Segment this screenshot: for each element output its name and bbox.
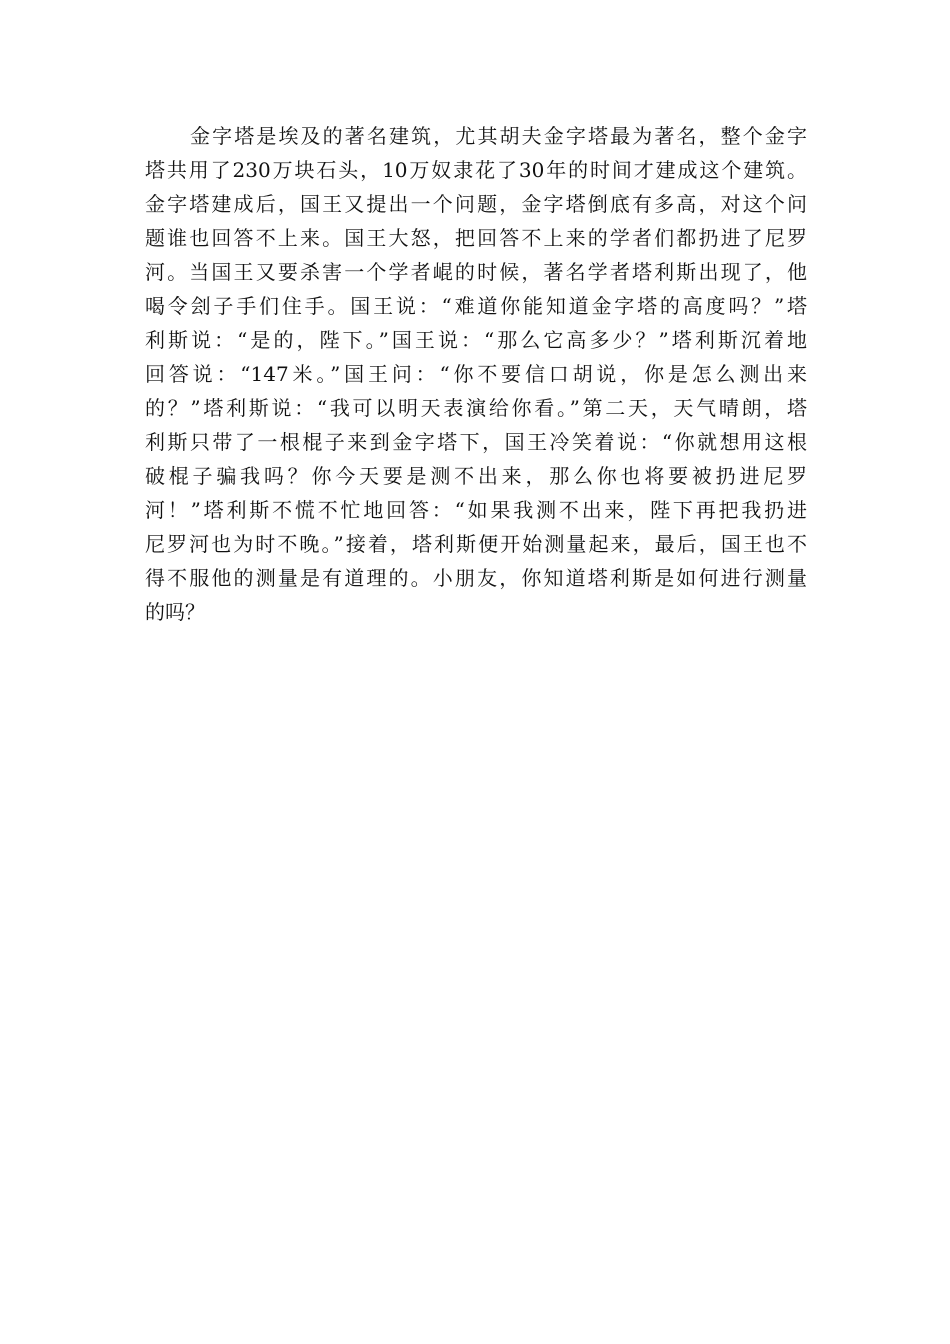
- paragraph-line: 河！”塔利斯不慌不忙地回答：“如果我测不出来，陛下再把我扔进: [145, 498, 807, 522]
- paragraph-line: 回答说：“147米。”国王问：“你不要信口胡说，你是怎么测出来: [145, 362, 807, 386]
- paragraph-line: 破棍子骗我吗？你今天要是测不出来，那么你也将要被扔进尼罗: [145, 464, 807, 488]
- paragraph-line: 喝令刽子手们住手。国王说：“难道你能知道金字塔的高度吗？”塔: [145, 294, 807, 318]
- paragraph-line: 塔共用了230万块石头，10万奴隶花了30年的时间才建成这个建筑。: [145, 158, 807, 182]
- paragraph-line: 利斯说：“是的，陛下。”国王说：“那么它高多少？”塔利斯沉着地: [145, 328, 807, 352]
- paragraph-line: 河。当国王又要杀害一个学者崐的时候，著名学者塔利斯出现了，他: [145, 260, 807, 284]
- paragraph-line: 的？”塔利斯说：“我可以明天表演给你看。”第二天，天气晴朗，塔: [145, 396, 807, 420]
- paragraph-line: 得不服他的测量是有道理的。小朋友，你知道塔利斯是如何进行测量: [145, 566, 807, 590]
- paragraph-line: 题谁也回答不上来。国王大怒，把回答不上来的学者们都扔进了尼罗: [145, 226, 807, 250]
- paragraph-line: 金字塔建成后，国王又提出一个问题，金字塔倒底有多高，对这个问: [145, 192, 807, 216]
- paragraph-line: 金字塔是埃及的著名建筑，尤其胡夫金字塔最为著名，整个金字: [190, 124, 807, 148]
- paragraph-line: 尼罗河也为时不晚。”接着，塔利斯便开始测量起来，最后，国王也不: [145, 532, 807, 556]
- paragraph-line: 的吗？: [145, 600, 205, 624]
- story-paragraph: [145, 119, 807, 629]
- paragraph-line: 利斯只带了一根棍子来到金字塔下，国王冷笑着说：“你就想用这根: [145, 430, 807, 454]
